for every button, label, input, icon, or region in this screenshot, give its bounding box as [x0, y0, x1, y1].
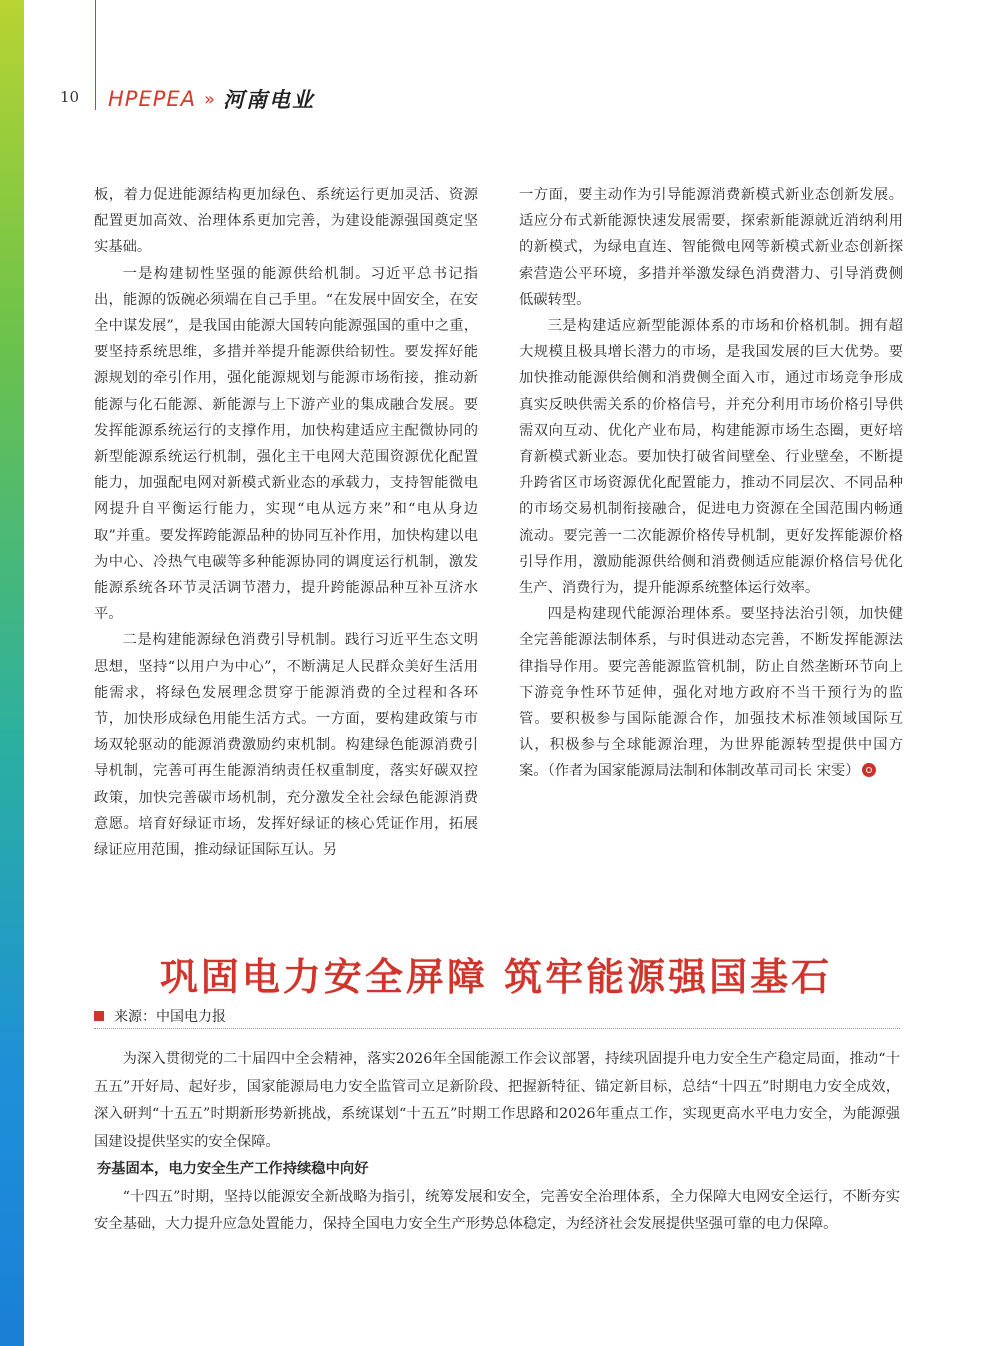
header-divider [95, 0, 96, 110]
right-column [519, 182, 903, 785]
article-source [94, 1006, 226, 1026]
brand-separator: » [204, 88, 216, 110]
article-end-icon [862, 763, 876, 777]
article-paragraph-2: “十四五”时期，坚持以能源安全新战略为指引，统筹发展和安全，完善安全治理体系，全力保障大电网安全运行，不断夯实安全基础，大力提升应急处置能力，保持全国电力安全生产形势总体稳定，为经济社会发展提供坚强可靠的电力保障。 [94, 1188, 900, 1232]
left-paragraph-2: 一是构建韧性坚强的能源供给机制。习近平总书记指出，能源的饭碗必须端在自己手里。“在发展中固安全，在安全中谋发展”，是我国由能源大国转向能源强国的重中之重，要坚持系统思维，多措并举提升能源供给韧性。要发挥好能源规划的牵引作用，强化能源规划与能源市场衔接，推动新能源与化石能源、新能源与上下游产业的集成融合发展。要发挥能源系统运行的支撑作用，加快构建适应主配微协同的新型能源系统运行机制，强化主干电网大范围资源优化配置能力，加强配电网对新模式新业态的承载力，支持智能微电网提升自平衡运行能力，实现“电从远方来”和“电从身边取”并重。要发挥跨能源品种的协同互补作用，加快构建以电为中心、冷热气电碳等多种能源协同的调度运行机制，激发能源系统各环节灵活调节潜力，提升跨能源品种互补互济水平。 [94, 265, 478, 623]
dotted-divider [94, 1028, 900, 1029]
left-paragraph-3: 二是构建能源绿色消费引导机制。践行习近平生态文明思想，坚持“以用户为中心”，不断满足人民群众美好生活用能需求，将绿色发展理念贯穿于能源消费的全过程和各环节，加快形成绿色用能生活方式。一方面，要构建政策与市场双轮驱动的能源消费激励约束机制。构建绿色能源消费引导机制，完善可再生能源消纳责任权重制度，落实好碳双控政策，加快完善碳市场机制，充分激发全社会绿色能源消费意愿。培育好绿证市场，发挥好绿证的核心凭证作用，拓展绿证应用范围，推动绿证国际互认。另 [94, 632, 478, 859]
side-gradient-bar [0, 0, 24, 1346]
right-paragraph-1: 一方面，要主动作为引导能源消费新模式新业态创新发展。适应分布式新能源快速发展需要，探索新能源就近消纳利用的新模式，为绿电直连、智能微电网等新模式新业态创新探索营造公平环境，多措并举激发绿色消费潜力、引导消费侧低碳转型。 [519, 187, 903, 308]
right-paragraph-3-text: 四是构建现代能源治理体系。要坚持法治引领，加快健全完善能源法制体系，与时俱进动态完善，不断发挥能源法律指导作用。要完善能源监管机制，防止自然垄断环节向上下游竞争性环节延伸，强化对地方政府不当干预行为的监管。要积极参与国际能源合作，加强技术标准领域国际互认，积极参与全球能源治理，为世界能源转型提供中国方案。（作者为国家能源局法制和体制改革司司长 宋雯） [519, 606, 903, 780]
article-title: 巩固电力安全屏障 筑牢能源强国基石 [159, 954, 833, 999]
right-paragraph-2: 三是构建适应新型能源体系的市场和价格机制。拥有超大规模且极具增长潜力的市场，是我国发展的巨大优势。要加快推动能源供给侧和消费侧全面入市，通过市场竞争形成真实反映供需关系的价格信号，并充分利用市场价格引导供需双向互动、优化产业布局，构建能源市场生态圈，更好培育新模式新业态。要加快打破省间壁垒、行业壁垒，不断提升跨省区市场资源优化配置能力，推动不同层次、不同品种的市场交易机制衔接融合，促进电力资源在全国范围内畅通流动。要完善一二次能源价格传导机制，更好发挥能源价格引导作用，激励能源供给侧和消费侧适应能源价格信号优化生产、消费行为，提升能源系统整体运行效率。 [519, 318, 903, 597]
brand-chinese-logo: 河南电业 [223, 87, 316, 112]
right-paragraph-3 [519, 601, 903, 784]
magazine-brand [108, 84, 315, 114]
source-text: 来源：中国电力报 [114, 1009, 226, 1025]
left-paragraph-1: 板，着力促进能源结构更加绿色、系统运行更加灵活、资源配置更加高效、治理体系更加完善，为建设能源强国奠定坚实基础。 [94, 187, 478, 256]
brand-latin-logo: HPEPEA [108, 87, 197, 111]
article-intro: 为深入贯彻党的二十届四中全会精神，落实2026年全国能源工作会议部署，持续巩固提升电力安全生产稳定局面，推动“十五五”开好局、起好步，国家能源局电力安全监管司立足新阶段、把握新特征、锚定新目标，总结“十四五”时期电力安全成效，深入研判“十五五”时期新形势新挑战，系统谋划“十五五”时期工作思路和2026年重点工作，实现更高水平电力安全，为能源强国建设提供坚实的安全保障。 [94, 1051, 900, 1150]
article-subheading: 夯基固本，电力安全生产工作持续稳中向好 [96, 1161, 369, 1177]
left-column [94, 182, 478, 863]
article-body [94, 1046, 900, 1239]
page-number: 10 [60, 88, 80, 106]
source-square-icon [94, 1011, 104, 1021]
